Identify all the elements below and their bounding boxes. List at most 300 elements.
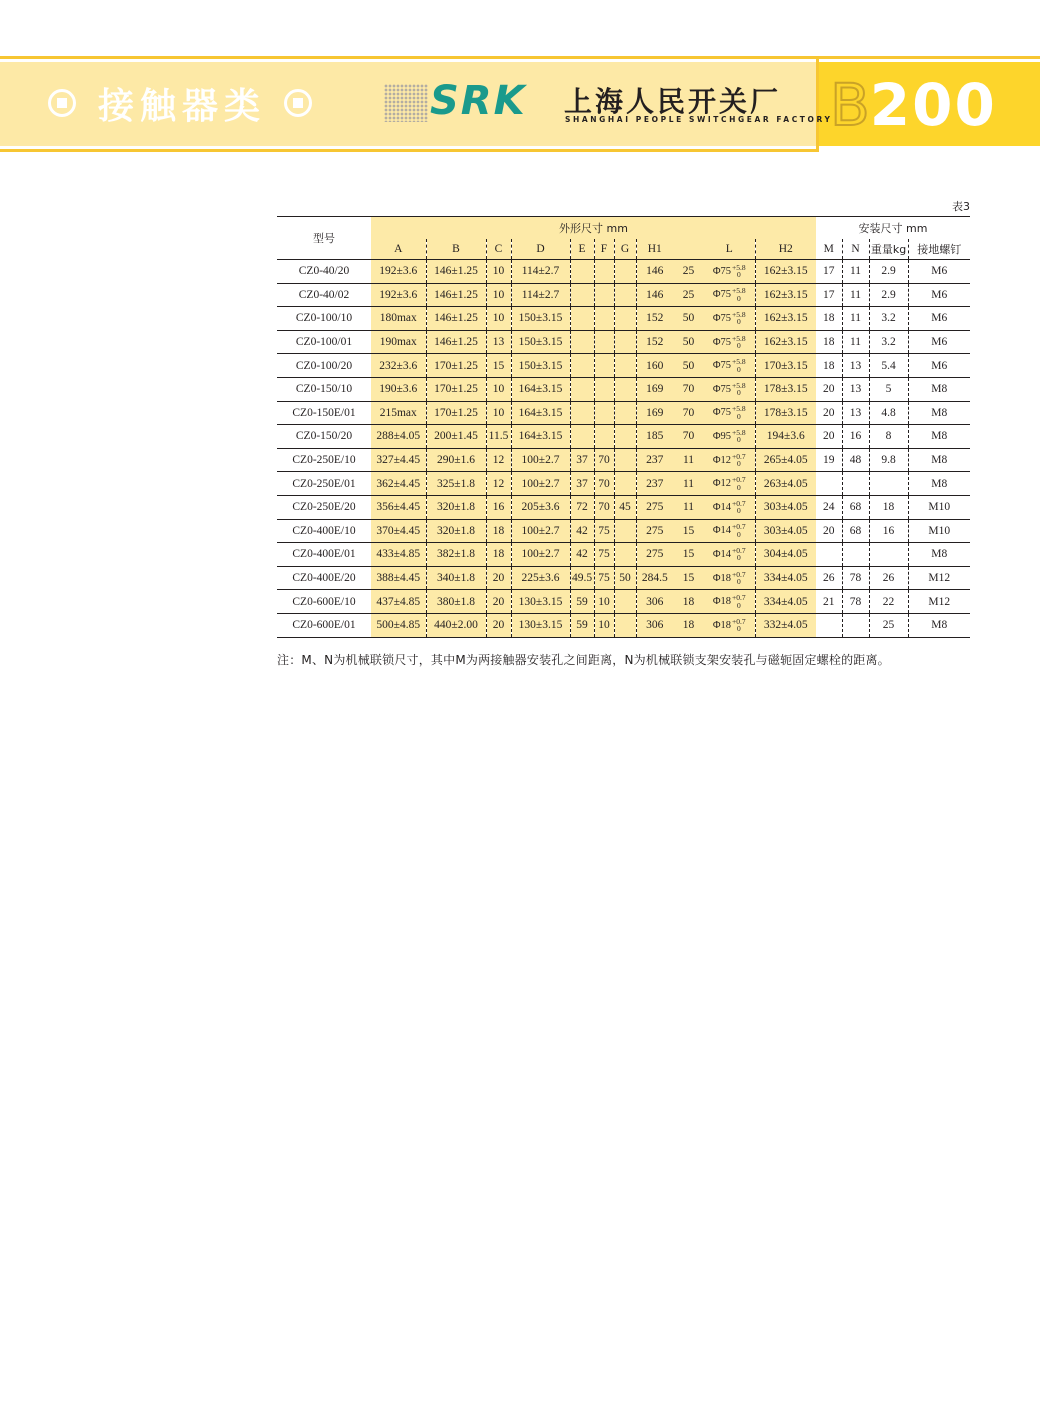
cell-m: 26 xyxy=(816,566,842,590)
cell-h2: 265±4.05 xyxy=(755,448,816,472)
cell-a: 388±4.45 xyxy=(371,566,426,590)
cell-m: 19 xyxy=(816,448,842,472)
cell-h2: 178±3.15 xyxy=(755,401,816,425)
cell-l-lower-tolerance: 0 xyxy=(736,553,741,563)
cell-m: 18 xyxy=(816,354,842,378)
cell-h1: 152 xyxy=(636,330,673,354)
install-dimensions-header: 安装尺寸 mm xyxy=(816,217,970,240)
cell-l-lower-tolerance: 0 xyxy=(736,459,741,469)
cell-c: 18 xyxy=(486,543,511,567)
cell-l-diameter: Φ95 xyxy=(712,430,732,442)
cell-b: 146±1.25 xyxy=(426,260,486,284)
cell-h1: 169 xyxy=(636,377,673,401)
table-row xyxy=(277,519,970,543)
cell-model: CZ0-150/10 xyxy=(277,377,371,401)
cell-n: 13 xyxy=(842,401,869,425)
column-header-h2: H2 xyxy=(755,239,816,260)
cell-d: 130±3.15 xyxy=(511,613,570,637)
cell-f xyxy=(594,283,614,307)
cell-l xyxy=(704,566,755,590)
cell-l xyxy=(704,472,755,496)
cell-c: 20 xyxy=(486,613,511,637)
cell-l xyxy=(704,590,755,614)
cell-l xyxy=(704,519,755,543)
cell-e xyxy=(570,307,594,331)
cell-model: CZ0-100/01 xyxy=(277,330,371,354)
cell-h1: 306 xyxy=(636,590,673,614)
cell-b: 146±1.25 xyxy=(426,283,486,307)
cell-l-lower-tolerance: 0 xyxy=(736,506,741,516)
cell-a: 327±4.45 xyxy=(371,448,426,472)
cell-l-lower-tolerance: 0 xyxy=(736,482,741,492)
cell-c: 18 xyxy=(486,519,511,543)
cell-b: 170±1.25 xyxy=(426,401,486,425)
cell-d: 100±2.7 xyxy=(511,519,570,543)
cell-e xyxy=(570,260,594,284)
cell-e xyxy=(570,377,594,401)
cell-b: 146±1.25 xyxy=(426,307,486,331)
cell-n xyxy=(842,543,869,567)
cell-ground-screw: M6 xyxy=(908,307,970,331)
cell-c: 10 xyxy=(486,307,511,331)
cell-ground-screw: M8 xyxy=(908,448,970,472)
cell-model: CZ0-250E/01 xyxy=(277,472,371,496)
column-header-e: E xyxy=(570,239,594,260)
cell-weight: 26 xyxy=(869,566,908,590)
cell-a: 232±3.6 xyxy=(371,354,426,378)
cell-b: 200±1.45 xyxy=(426,425,486,449)
cell-model: CZ0-600E/01 xyxy=(277,613,371,637)
cell-c: 10 xyxy=(486,377,511,401)
cell-b: 382±1.8 xyxy=(426,543,486,567)
cell-l xyxy=(704,354,755,378)
cell-ground-screw: M8 xyxy=(908,401,970,425)
cell-c: 11.5 xyxy=(486,425,511,449)
page-header xyxy=(0,56,1040,152)
cell-weight: 3.2 xyxy=(869,307,908,331)
cell-b: 340±1.8 xyxy=(426,566,486,590)
cell-l-diameter: Φ14 xyxy=(712,501,732,513)
cell-l-diameter: Φ14 xyxy=(712,525,732,537)
cell-l-lower-tolerance: 0 xyxy=(736,364,741,374)
cell-h1: 146 xyxy=(636,260,673,284)
cell-weight: 2.9 xyxy=(869,283,908,307)
cell-ground-screw: M12 xyxy=(908,590,970,614)
cell-a: 288±4.05 xyxy=(371,425,426,449)
table-row xyxy=(277,543,970,567)
cell-h1: 306 xyxy=(636,613,673,637)
cell-l-diameter: Φ75 xyxy=(712,265,732,277)
cell-g xyxy=(614,260,636,284)
cell-e: 59 xyxy=(570,613,594,637)
cell-l-upper-tolerance: +5.8 xyxy=(732,262,746,272)
category-heading xyxy=(48,78,312,128)
cell-l-lower-tolerance: 0 xyxy=(736,577,741,587)
cell-ground-screw: M6 xyxy=(908,330,970,354)
cell-g: 45 xyxy=(614,495,636,519)
cell-f: 75 xyxy=(594,519,614,543)
cell-h2: 263±4.05 xyxy=(755,472,816,496)
table-label: 表3 xyxy=(952,200,970,213)
column-header-d: D xyxy=(511,239,570,260)
cell-a: 192±3.6 xyxy=(371,283,426,307)
cell-n: 13 xyxy=(842,377,869,401)
column-header-g: G xyxy=(614,239,636,260)
cell-h1: 275 xyxy=(636,543,673,567)
cell-model: CZ0-40/20 xyxy=(277,260,371,284)
cell-m xyxy=(816,543,842,567)
cell-f xyxy=(594,425,614,449)
cell-ground-screw: M8 xyxy=(908,613,970,637)
page-letter: B xyxy=(830,71,870,139)
cell-c: 16 xyxy=(486,495,511,519)
cell-n: 68 xyxy=(842,495,869,519)
page-number xyxy=(830,70,997,140)
cell-k: 18 xyxy=(673,613,704,637)
cell-weight xyxy=(869,472,908,496)
cell-f: 70 xyxy=(594,448,614,472)
cell-g xyxy=(614,377,636,401)
cell-h1: 237 xyxy=(636,472,673,496)
cell-ground-screw: M6 xyxy=(908,260,970,284)
cell-h2: 194±3.6 xyxy=(755,425,816,449)
header-top-rule xyxy=(0,56,1040,59)
outline-dimensions-header: 外形尺寸 mm xyxy=(371,217,816,240)
cell-k: 15 xyxy=(673,543,704,567)
cell-l-lower-tolerance: 0 xyxy=(736,341,741,351)
cell-n: 68 xyxy=(842,519,869,543)
cell-h1: 185 xyxy=(636,425,673,449)
cell-d: 150±3.15 xyxy=(511,307,570,331)
cell-k: 70 xyxy=(673,377,704,401)
cell-l-diameter: Φ18 xyxy=(712,572,732,584)
cell-ground-screw: M6 xyxy=(908,354,970,378)
cell-e xyxy=(570,354,594,378)
cell-h2: 303±4.05 xyxy=(755,519,816,543)
table-row xyxy=(277,354,970,378)
cell-b: 170±1.25 xyxy=(426,377,486,401)
cell-h2: 162±3.15 xyxy=(755,330,816,354)
cell-f xyxy=(594,377,614,401)
table-row xyxy=(277,566,970,590)
cell-l-lower-tolerance: 0 xyxy=(736,270,741,280)
cell-d: 225±3.6 xyxy=(511,566,570,590)
cell-e xyxy=(570,401,594,425)
table-row xyxy=(277,448,970,472)
cell-model: CZ0-400E/01 xyxy=(277,543,371,567)
cell-model: CZ0-40/02 xyxy=(277,283,371,307)
cell-l xyxy=(704,307,755,331)
column-header-l: L xyxy=(704,239,755,260)
cell-model: CZ0-100/10 xyxy=(277,307,371,331)
dimension-table xyxy=(277,216,970,638)
column-header-m: M xyxy=(816,239,842,260)
cell-d: 150±3.15 xyxy=(511,354,570,378)
cell-h1: 275 xyxy=(636,519,673,543)
cell-l-upper-tolerance: +5.8 xyxy=(732,357,746,367)
cell-d: 150±3.15 xyxy=(511,330,570,354)
cell-c: 10 xyxy=(486,260,511,284)
cell-ground-screw: M12 xyxy=(908,566,970,590)
cell-l-lower-tolerance: 0 xyxy=(736,388,741,398)
cell-l-upper-tolerance: +0.7 xyxy=(732,569,746,579)
cell-a: 356±4.45 xyxy=(371,495,426,519)
cell-l-upper-tolerance: +5.8 xyxy=(732,309,746,319)
cell-h2: 303±4.05 xyxy=(755,495,816,519)
cell-n: 11 xyxy=(842,330,869,354)
cell-b: 325±1.8 xyxy=(426,472,486,496)
cell-c: 20 xyxy=(486,566,511,590)
cell-h1: 284.5 xyxy=(636,566,673,590)
cell-e xyxy=(570,330,594,354)
cell-weight xyxy=(869,543,908,567)
table-row xyxy=(277,283,970,307)
table-row xyxy=(277,495,970,519)
cell-b: 290±1.6 xyxy=(426,448,486,472)
cell-h1: 160 xyxy=(636,354,673,378)
cell-model: CZ0-400E/10 xyxy=(277,519,371,543)
column-header-c: C xyxy=(486,239,511,260)
cell-model: CZ0-150E/01 xyxy=(277,401,371,425)
model-header: 型号 xyxy=(277,217,371,260)
cell-c: 12 xyxy=(486,448,511,472)
cell-e: 37 xyxy=(570,448,594,472)
cell-n: 78 xyxy=(842,566,869,590)
table-row xyxy=(277,330,970,354)
cell-a: 192±3.6 xyxy=(371,260,426,284)
cell-h2: 334±4.05 xyxy=(755,590,816,614)
cell-m: 18 xyxy=(816,330,842,354)
cell-f: 70 xyxy=(594,495,614,519)
cell-l-upper-tolerance: +5.8 xyxy=(732,380,746,390)
cell-n: 13 xyxy=(842,354,869,378)
cell-k: 11 xyxy=(673,448,704,472)
cell-m: 20 xyxy=(816,377,842,401)
cell-l xyxy=(704,448,755,472)
cell-l-diameter: Φ75 xyxy=(712,336,732,348)
cell-l xyxy=(704,283,755,307)
cell-l-lower-tolerance: 0 xyxy=(736,293,741,303)
table-footnote: 注：M、N为机械联锁尺寸，其中M为两接触器安装孔之间距离，N为机械联锁支架安装孔与磁轭固定螺栓的距离。 xyxy=(277,653,890,667)
cell-h2: 178±3.15 xyxy=(755,377,816,401)
header-bottom-rule xyxy=(0,149,818,152)
cell-a: 190±3.6 xyxy=(371,377,426,401)
cell-h2: 334±4.05 xyxy=(755,566,816,590)
table-row xyxy=(277,613,970,637)
cell-h2: 332±4.05 xyxy=(755,613,816,637)
cell-m: 20 xyxy=(816,401,842,425)
cell-l xyxy=(704,613,755,637)
cell-k: 15 xyxy=(673,566,704,590)
cell-l xyxy=(704,330,755,354)
column-header-weight: 重量kg xyxy=(869,239,908,260)
cell-n: 11 xyxy=(842,283,869,307)
cell-n: 11 xyxy=(842,307,869,331)
cell-weight: 16 xyxy=(869,519,908,543)
cell-k: 25 xyxy=(673,283,704,307)
table-row xyxy=(277,425,970,449)
bullet-square-icon xyxy=(284,89,312,117)
cell-l-diameter: Φ18 xyxy=(712,619,732,631)
cell-d: 164±3.15 xyxy=(511,377,570,401)
cell-l-lower-tolerance: 0 xyxy=(736,600,741,610)
cell-m: 18 xyxy=(816,307,842,331)
cell-l-diameter: Φ12 xyxy=(712,478,732,490)
cell-h1: 146 xyxy=(636,283,673,307)
cell-l xyxy=(704,401,755,425)
cell-weight: 25 xyxy=(869,613,908,637)
cell-m xyxy=(816,613,842,637)
cell-a: 215max xyxy=(371,401,426,425)
cell-m xyxy=(816,472,842,496)
cell-l-diameter: Φ18 xyxy=(712,596,732,608)
cell-a: 437±4.85 xyxy=(371,590,426,614)
cell-l-diameter: Φ12 xyxy=(712,454,732,466)
cell-b: 380±1.8 xyxy=(426,590,486,614)
cell-a: 500±4.85 xyxy=(371,613,426,637)
cell-e: 72 xyxy=(570,495,594,519)
cell-ground-screw: M8 xyxy=(908,472,970,496)
cell-e: 59 xyxy=(570,590,594,614)
cell-weight: 9.8 xyxy=(869,448,908,472)
column-header-a: A xyxy=(371,239,426,260)
cell-c: 15 xyxy=(486,354,511,378)
cell-k: 18 xyxy=(673,590,704,614)
cell-f: 75 xyxy=(594,566,614,590)
cell-e: 49.5 xyxy=(570,566,594,590)
cell-weight: 4.8 xyxy=(869,401,908,425)
cell-a: 190max xyxy=(371,330,426,354)
table-row xyxy=(277,472,970,496)
table-row xyxy=(277,401,970,425)
cell-n xyxy=(842,472,869,496)
cell-l-diameter: Φ75 xyxy=(712,312,732,324)
cell-m: 20 xyxy=(816,519,842,543)
cell-l-lower-tolerance: 0 xyxy=(736,411,741,421)
cell-l-diameter: Φ75 xyxy=(712,383,732,395)
logo-dot-pattern-icon xyxy=(384,84,428,122)
cell-a: 370±4.45 xyxy=(371,519,426,543)
cell-c: 10 xyxy=(486,401,511,425)
cell-c: 12 xyxy=(486,472,511,496)
cell-d: 100±2.7 xyxy=(511,472,570,496)
cell-l-lower-tolerance: 0 xyxy=(736,317,741,327)
cell-d: 100±2.7 xyxy=(511,448,570,472)
cell-f xyxy=(594,260,614,284)
cell-model: CZ0-250E/10 xyxy=(277,448,371,472)
cell-n: 11 xyxy=(842,260,869,284)
cell-model: CZ0-250E/20 xyxy=(277,495,371,519)
cell-k: 11 xyxy=(673,495,704,519)
cell-g xyxy=(614,472,636,496)
cell-b: 146±1.25 xyxy=(426,330,486,354)
brand-logo: SRK xyxy=(430,78,527,124)
cell-m: 17 xyxy=(816,260,842,284)
cell-k: 70 xyxy=(673,401,704,425)
cell-l xyxy=(704,377,755,401)
cell-l-diameter: Φ75 xyxy=(712,360,732,372)
cell-l-diameter: Φ75 xyxy=(712,289,732,301)
cell-l xyxy=(704,425,755,449)
cell-f: 10 xyxy=(594,590,614,614)
cell-g xyxy=(614,590,636,614)
cell-a: 180max xyxy=(371,307,426,331)
cell-k: 50 xyxy=(673,354,704,378)
cell-m: 21 xyxy=(816,590,842,614)
bullet-square-icon xyxy=(48,89,76,117)
cell-l-diameter: Φ75 xyxy=(712,407,732,419)
category-title: 接触器类 xyxy=(98,85,267,127)
cell-g xyxy=(614,401,636,425)
cell-l-upper-tolerance: +5.8 xyxy=(732,404,746,414)
cell-l-diameter: Φ14 xyxy=(712,548,732,560)
cell-l-lower-tolerance: 0 xyxy=(736,435,741,445)
cell-l-lower-tolerance: 0 xyxy=(736,624,741,634)
cell-m: 17 xyxy=(816,283,842,307)
column-header-b: B xyxy=(426,239,486,260)
cell-d: 100±2.7 xyxy=(511,543,570,567)
cell-f xyxy=(594,354,614,378)
cell-b: 170±1.25 xyxy=(426,354,486,378)
column-header-h1: H1 xyxy=(636,239,673,260)
column-header-ground-screw: 接地螺钉 xyxy=(908,239,970,260)
cell-l xyxy=(704,543,755,567)
table-row xyxy=(277,307,970,331)
company-name: 上海人民开关厂 xyxy=(564,85,782,118)
cell-k: 50 xyxy=(673,307,704,331)
cell-f: 75 xyxy=(594,543,614,567)
cell-l-upper-tolerance: +0.7 xyxy=(732,475,746,485)
cell-l xyxy=(704,495,755,519)
cell-ground-screw: M6 xyxy=(908,283,970,307)
cell-e: 37 xyxy=(570,472,594,496)
cell-c: 20 xyxy=(486,590,511,614)
cell-b: 320±1.8 xyxy=(426,519,486,543)
cell-ground-screw: M10 xyxy=(908,495,970,519)
cell-k: 25 xyxy=(673,260,704,284)
cell-g: 50 xyxy=(614,566,636,590)
cell-ground-screw: M8 xyxy=(908,377,970,401)
cell-h2: 304±4.05 xyxy=(755,543,816,567)
cell-l-upper-tolerance: +0.7 xyxy=(732,593,746,603)
cell-e xyxy=(570,283,594,307)
cell-weight: 8 xyxy=(869,425,908,449)
cell-d: 114±2.7 xyxy=(511,283,570,307)
cell-model: CZ0-600E/10 xyxy=(277,590,371,614)
cell-ground-screw: M10 xyxy=(908,519,970,543)
cell-g xyxy=(614,543,636,567)
cell-d: 205±3.6 xyxy=(511,495,570,519)
cell-e xyxy=(570,425,594,449)
cell-f: 10 xyxy=(594,613,614,637)
cell-weight: 2.9 xyxy=(869,260,908,284)
company-name-english: SHANGHAI PEOPLE SWITCHGEAR FACTORY xyxy=(565,115,833,124)
cell-g xyxy=(614,425,636,449)
cell-f: 70 xyxy=(594,472,614,496)
table-row xyxy=(277,377,970,401)
cell-l-upper-tolerance: +0.7 xyxy=(732,545,746,555)
cell-l-upper-tolerance: +5.8 xyxy=(732,286,746,296)
page-digits: 200 xyxy=(869,71,997,139)
cell-f xyxy=(594,401,614,425)
cell-a: 362±4.45 xyxy=(371,472,426,496)
cell-a: 433±4.85 xyxy=(371,543,426,567)
cell-l-upper-tolerance: +0.7 xyxy=(732,451,746,461)
cell-l-upper-tolerance: +0.7 xyxy=(732,616,746,626)
cell-f xyxy=(594,307,614,331)
cell-k: 70 xyxy=(673,425,704,449)
cell-m: 24 xyxy=(816,495,842,519)
